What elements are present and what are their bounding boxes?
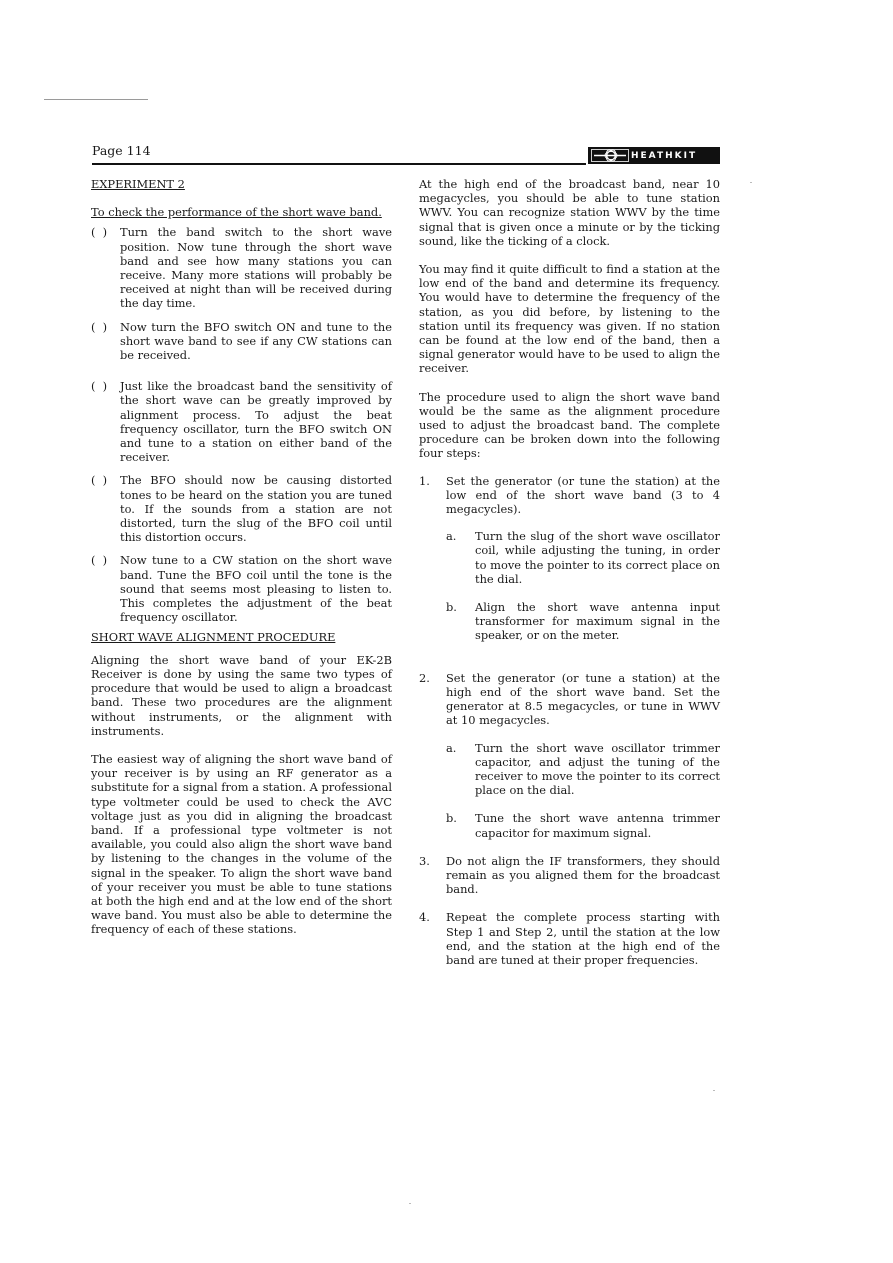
- checklist-item: [91, 553, 392, 624]
- body-paragraph: The procedure used to align the short wave band would be the same as the alignment procedure used to adjust the broadcast band. The complete procedure can be broken down into the following four steps:: [419, 389, 720, 461]
- substep-text: Align the short wave antenna input transformer for maximum signal in the speaker, or on the meter.: [475, 600, 720, 643]
- substep-label: a.: [446, 740, 457, 755]
- substep-label: a.: [446, 529, 457, 544]
- substep-text: Turn the short wave oscillator trimmer capacitor, and adjust the tuning of the receiver to move the pointer to its correct place on the dial.: [475, 740, 720, 798]
- checkbox[interactable]: ( ): [91, 553, 108, 568]
- checkbox[interactable]: ( ): [91, 225, 108, 240]
- logo-wordmark: HEATHKIT: [631, 150, 698, 161]
- right-column: [419, 177, 720, 967]
- checklist-text: Just like the broadcast band the sensitivity of the short wave can be greatly improved by alignment process. To adjust the beat frequency oscillator, turn the BFO switch ON and tune to a station on either band of the receiver.: [120, 379, 392, 465]
- checklist-item: [91, 320, 392, 363]
- step-number: 1.: [419, 473, 430, 488]
- substep-label: b.: [446, 811, 457, 826]
- checklist-text: Turn the band switch to the short wave position. Now tune through the short wave band and see how many stations you can receive. Many more stations will probably be received at night than will be received during the day time.: [120, 225, 392, 311]
- step-number: 3.: [419, 853, 430, 868]
- page-number: Page 114: [92, 143, 151, 158]
- body-paragraph: You may find it quite difficult to find a station at the low end of the band and determine its frequency. You would have to determine the frequency of the station, as you did before, by listening to the station until its frequency was given. If no station can be found at the low end of the band, then a signal generator would have to be used to align the receiver.: [419, 262, 720, 376]
- substep-text: Turn the slug of the short wave oscillator coil, while adjusting the tuning, in order to move the pointer to its correct place on the dial.: [475, 529, 720, 586]
- substep-label: b.: [446, 600, 457, 615]
- checkbox[interactable]: ( ): [91, 319, 108, 334]
- checkbox[interactable]: ( ): [91, 379, 108, 394]
- step-text: Repeat the complete process starting with Step 1 and Step 2, until the station at the low end, and the station at the high end of the band are tuned at their proper frequencies.: [446, 910, 720, 967]
- body-paragraph: Aligning the short wave band of your EK-2B Receiver is done by using the same two types of procedure that would be used to align a broadcast band. These two procedures are the alignment without instruments, or the alignment with instruments.: [91, 652, 392, 738]
- procedure-substep: [446, 811, 720, 839]
- checklist-text: Now turn the BFO switch ON and tune to the short wave band to see if any CW stations can be received.: [120, 319, 392, 363]
- checklist-item: [91, 379, 392, 464]
- procedure-substep: [446, 529, 720, 586]
- experiment-subtitle: To check the performance of the short wave band.: [91, 205, 382, 220]
- body-paragraph: The easiest way of aligning the short wave band of your receiver is by using an RF generator as a substitute for a signal from a station. A professional type voltmeter could be used to check the AVC voltage just as you did in aligning the broadcast band. If a professional type voltmeter is not available, you could also align the short wave band by listening to the changes in the volume of the signal in the speaker. To align the short wave band of your receiver you must be able to tune stations at both the high end and at the low end of the short wave band. You must also be able to determine the frequency of each of these stations.: [91, 751, 392, 937]
- checklist-text: Now tune to a CW station on the short wave band. Tune the BFO coil until the tone is the sound that seems most pleasing to listen to. This completes the adjustment of the beat frequency oscillator.: [120, 553, 392, 625]
- heathkit-logo: [588, 147, 720, 164]
- step-text: Set the generator (or tune the station) at the low end of the short wave band (3 to 4 megacycles).: [446, 473, 720, 517]
- left-column: [91, 177, 392, 937]
- checkbox[interactable]: ( ): [91, 473, 108, 488]
- scan-speck: [750, 182, 752, 183]
- step-text: Do not align the IF transformers, they should remain as you aligned them for the broadcast band.: [446, 853, 720, 897]
- procedure-substep: [446, 741, 720, 798]
- checklist-item: [91, 473, 392, 544]
- substep-text: Tune the short wave antenna trimmer capacitor for maximum signal.: [475, 811, 720, 840]
- step-number: 2.: [419, 670, 430, 685]
- logo-emblem-icon: [591, 149, 629, 162]
- scan-speck: [409, 1203, 411, 1204]
- header-rule: [92, 163, 586, 165]
- procedure-step: [419, 854, 720, 897]
- checklist-item: [91, 225, 392, 310]
- scan-speck: [713, 1090, 715, 1091]
- scan-artifact-line: [44, 99, 148, 100]
- checklist-text: The BFO should now be causing distorted tones to be heard on the station you are tuned to. If the sounds from a station are not distorted, turn the slug of the BFO coil until this distortion occurs.: [120, 473, 392, 545]
- step-number: 4.: [419, 910, 430, 925]
- experiment-title: EXPERIMENT 2: [91, 177, 185, 191]
- procedure-step: [419, 474, 720, 517]
- step-text: Set the generator (or tune a station) at the high end of the short wave band. Set the generator at 8.5 megacycles, or tune in WWV at 10 megacycles.: [446, 670, 720, 728]
- procedure-step: [419, 910, 720, 967]
- section-title: SHORT WAVE ALIGNMENT PROCEDURE: [91, 630, 336, 645]
- procedure-step: [419, 671, 720, 728]
- body-paragraph: At the high end of the broadcast band, near 10 megacycles, you should be able to tune station WWV. You can recognize station WWV by the time signal that is given once a minute or by the ticking sound, like the ticking of a clock.: [419, 177, 720, 248]
- procedure-substep: [446, 600, 720, 643]
